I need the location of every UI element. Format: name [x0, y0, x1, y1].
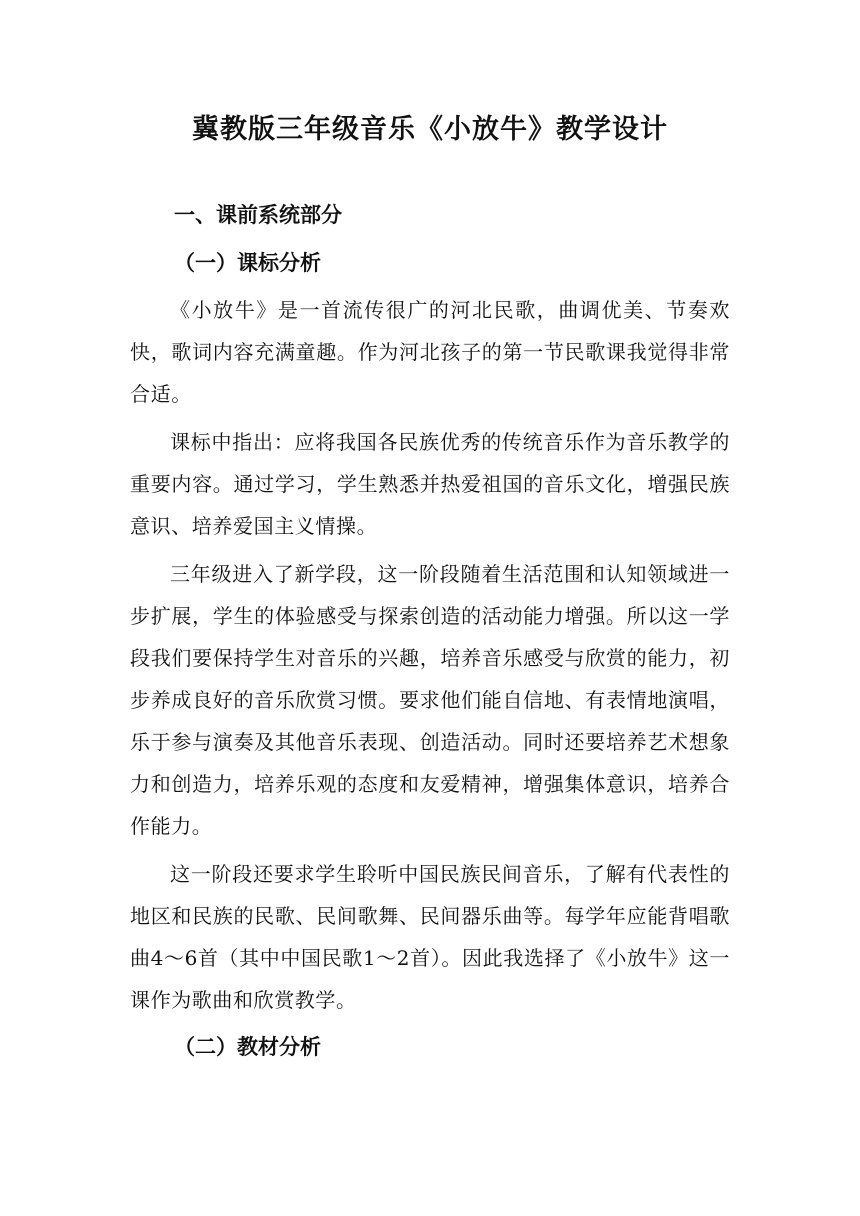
paragraph-3: 三年级进入了新学段，这一阶段随着生活范围和认知领域进一步扩展，学生的体验感受与探索创造的活动能力增强。所以这一学段我们要保持学生对音乐的兴趣，培养音乐感受与欣赏的能力，初步养成良好的音乐欣赏习惯。要求他们能自信地、有表情地演唱，乐于参与演奏及其他音乐表现、创造活动。同时还要培养艺术想象力和创造力，培养乐观的态度和友爱精神，增强集体意识，培养合作能力。 — [130, 562, 730, 838]
subsection-heading-curriculum: （一）课标分析 — [174, 250, 321, 275]
paragraph-4: 这一阶段还要求学生聆听中国民族民间音乐，了解有代表性的地区和民族的民歌、民间歌舞、民间器乐曲等。每学年应能背唱歌曲4～6首（其中中国民歌1～2首）。因此我选择了《小放牛》这一课作为歌曲和欣赏教学。 — [130, 862, 730, 1012]
subsection-heading-textbook: （二）教材分析 — [174, 1034, 321, 1059]
section-heading-1: 一、课前系统部分 — [174, 202, 342, 227]
document-title: 冀教版三年级音乐《小放牛》教学设计 — [192, 114, 668, 145]
paragraph-2: 课标中指出：应将我国各民族优秀的传统音乐作为音乐教学的重要内容。通过学习，学生熟悉并热爱祖国的音乐文化，增强民族意识、培养爱国主义情操。 — [130, 430, 730, 538]
document-body — [130, 195, 730, 1073]
paragraph-1: 《小放牛》是一首流传很广的河北民歌，曲调优美、节奏欢快，歌词内容充满童趣。作为河北孩子的第一节民歌课我觉得非常合适。 — [130, 298, 730, 406]
